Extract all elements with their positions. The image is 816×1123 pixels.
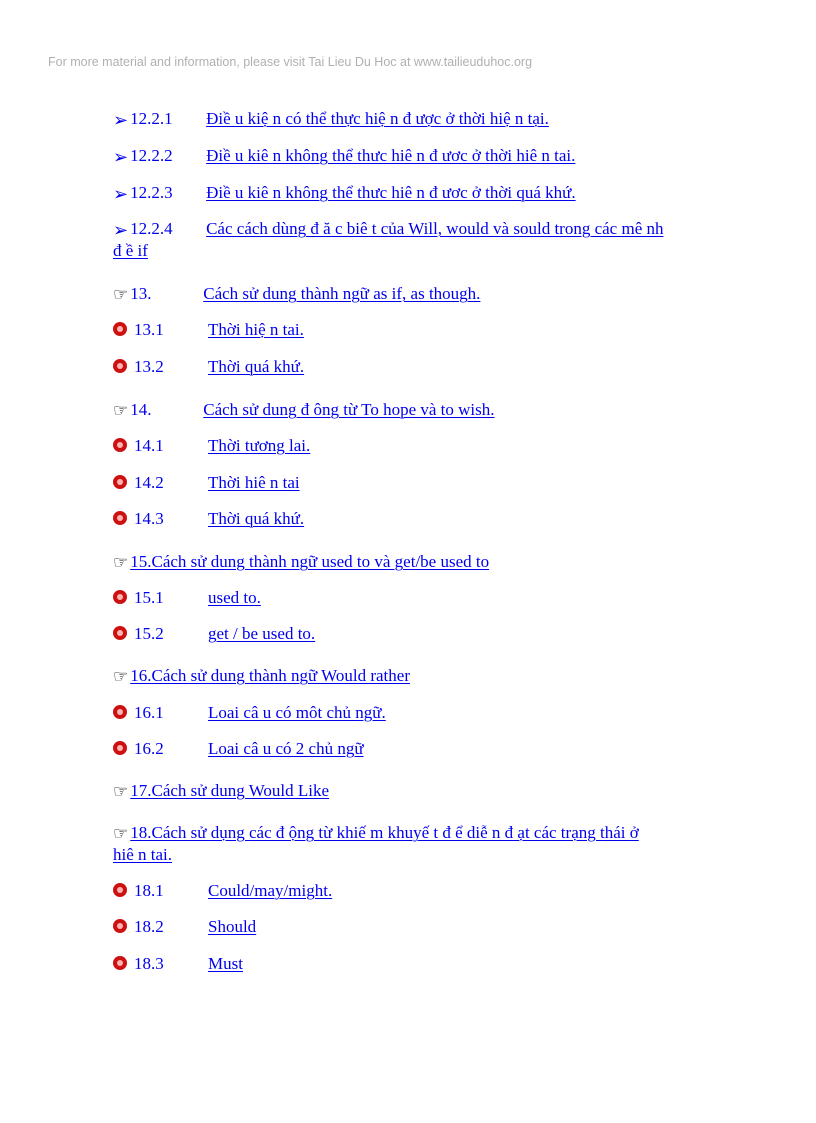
- entry-number: 15.1: [134, 588, 164, 607]
- toc-entry-17[interactable]: [113, 780, 713, 802]
- entry-number: 14.2: [134, 473, 164, 492]
- toc-entry-15-1[interactable]: [113, 587, 713, 609]
- toc-entry-12-2-3[interactable]: [113, 182, 713, 204]
- entry-title: Loai câ u có môt chủ ngữ.: [208, 703, 386, 722]
- entry-title: get / be used to.: [208, 624, 316, 643]
- toc-entry-13-1[interactable]: [113, 319, 713, 341]
- entry-title: Thời quá khứ.: [208, 357, 305, 376]
- arrow-bullet-icon: ➢: [113, 220, 129, 241]
- red-dot-icon: [113, 919, 127, 933]
- entry-number: 16.2: [134, 739, 164, 758]
- pointing-hand-icon: ☞: [113, 824, 129, 844]
- arrow-bullet-icon: ➢: [113, 184, 129, 205]
- entry-title: Cách sử dung Would Like: [151, 781, 330, 800]
- entry-title: Should: [208, 917, 257, 936]
- entry-title: used to.: [208, 588, 261, 607]
- toc-entry-18[interactable]: [113, 822, 713, 866]
- entry-number: 13.: [130, 284, 152, 303]
- toc-entry-18-1[interactable]: [113, 880, 713, 902]
- red-dot-icon: [113, 359, 127, 373]
- toc-entry-12-2-4[interactable]: [113, 218, 713, 262]
- entry-title-continued: đ ề if: [113, 241, 148, 260]
- toc-entry-16[interactable]: [113, 665, 713, 687]
- red-dot-icon: [113, 438, 127, 452]
- entry-title: Cách sử dụng các đ ộng từ khiế m khuyế t đ ể diễ n đ ạt các trạng thái ở: [151, 823, 639, 842]
- red-dot-icon: [113, 511, 127, 525]
- entry-title: Must: [208, 954, 243, 973]
- toc-entry-13-2[interactable]: [113, 356, 713, 378]
- toc-entry-14[interactable]: [113, 399, 713, 421]
- toc-entry-18-3[interactable]: [113, 953, 713, 975]
- entry-number: 18.: [130, 823, 152, 842]
- red-dot-icon: [113, 475, 127, 489]
- entry-title: Các cách dùng đ ă c biê t của Will, would và sould trong các mê nh: [206, 219, 664, 238]
- toc-entry-14-2[interactable]: [113, 472, 713, 494]
- entry-number: 12.2.3: [130, 183, 173, 202]
- red-dot-icon: [113, 590, 127, 604]
- entry-number: 17.: [130, 781, 152, 800]
- entry-title: Could/may/might.: [208, 881, 333, 900]
- arrow-bullet-icon: ➢: [113, 147, 129, 168]
- entry-number: 12.2.2: [130, 146, 173, 165]
- entry-title: Thời hiê n tai: [208, 473, 300, 492]
- red-dot-icon: [113, 626, 127, 640]
- pointing-hand-icon: ☞: [113, 667, 129, 687]
- pointing-hand-icon: ☞: [113, 285, 129, 305]
- pointing-hand-icon: ☞: [113, 401, 129, 421]
- entry-number: 14.3: [134, 509, 164, 528]
- toc-entry-15[interactable]: [113, 551, 713, 573]
- red-dot-icon: [113, 705, 127, 719]
- toc-entry-12-2-2[interactable]: [113, 145, 713, 167]
- entry-number: 15.2: [134, 624, 164, 643]
- entry-title: Cách sử dung thành ngữ as if, as though.: [203, 284, 481, 303]
- toc-entry-13[interactable]: [113, 283, 713, 305]
- red-dot-icon: [113, 883, 127, 897]
- entry-number: 15.: [130, 552, 152, 571]
- toc-entry-16-1[interactable]: [113, 702, 713, 724]
- entry-title: Điề u kiê n không thể thưc hiê n đ ươc ở thời hiê n tai.: [206, 146, 576, 165]
- pointing-hand-icon: ☞: [113, 782, 129, 802]
- entry-title: Thời quá khứ.: [208, 509, 305, 528]
- toc-entry-18-2[interactable]: [113, 916, 713, 938]
- entry-number: 18.2: [134, 917, 164, 936]
- entry-number: 14.1: [134, 436, 164, 455]
- entry-title-continued: hiê n tai.: [113, 845, 173, 864]
- toc-entry-14-1[interactable]: [113, 435, 713, 457]
- entry-title: Điề u kiê n không thể thưc hiê n đ ươc ở thời quá khứ.: [206, 183, 576, 202]
- pointing-hand-icon: ☞: [113, 553, 129, 573]
- entry-number: 12.2.4: [130, 219, 173, 238]
- entry-number: 18.3: [134, 954, 164, 973]
- toc-entry-14-3[interactable]: [113, 508, 713, 530]
- entry-number: 16.1: [134, 703, 164, 722]
- entry-number: 13.1: [134, 320, 164, 339]
- entry-number: 18.1: [134, 881, 164, 900]
- red-dot-icon: [113, 322, 127, 336]
- entry-title: Điề u kiệ n có thể thực hiệ n đ ược ở thời hiệ n tại.: [206, 109, 549, 128]
- toc-entry-15-2[interactable]: [113, 623, 713, 645]
- entry-number: 16.: [130, 666, 152, 685]
- entry-title: Loai câ u có 2 chủ ngữ: [208, 739, 364, 758]
- entry-number: 13.2: [134, 357, 164, 376]
- page-header-notice: For more material and information, please visit Tai Lieu Du Hoc at www.tailieuduhoc.org: [48, 55, 533, 69]
- entry-title: Cách sử dung thành ngữ used to và get/be used to: [151, 552, 490, 571]
- toc-entry-12-2-1[interactable]: [113, 108, 713, 130]
- entry-title: Cách sử dung thành ngữ Would rather: [151, 666, 410, 685]
- entry-title: Cách sử dung đ ông từ To hope và to wish.: [203, 400, 495, 419]
- arrow-bullet-icon: ➢: [113, 110, 129, 131]
- entry-number: 14.: [130, 400, 152, 419]
- entry-title: Thời hiệ n tai.: [208, 320, 304, 339]
- toc-entry-16-2[interactable]: [113, 738, 713, 760]
- entry-title: Thời tương lai.: [208, 436, 311, 455]
- red-dot-icon: [113, 956, 127, 970]
- entry-number: 12.2.1: [130, 109, 173, 128]
- red-dot-icon: [113, 741, 127, 755]
